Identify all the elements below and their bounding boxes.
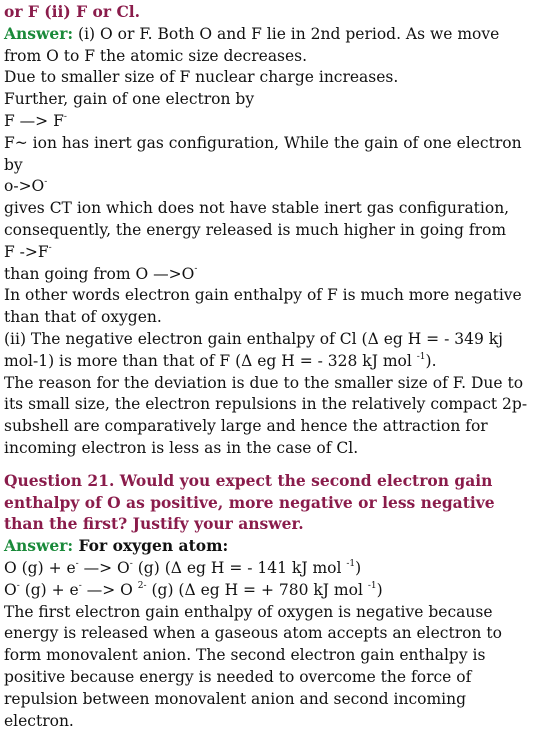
- text-line: Due to smaller size of F nuclear charge increases.: [4, 67, 537, 89]
- equation-line: [4, 558, 537, 580]
- equation-line: [4, 111, 537, 133]
- text-line: Further, gain of one electron by: [4, 89, 537, 111]
- text-line: The reason for the deviation is due to the smaller size of F. Due to: [4, 373, 537, 395]
- superscript: -: [17, 581, 20, 591]
- text-line: form monovalent anion. The second electron gain enthalpy is: [4, 645, 537, 667]
- superscript: -1: [417, 352, 426, 362]
- text-line: gives CT ion which does not have stable inert gas configuration,: [4, 198, 537, 220]
- text-line: energy is released when a gaseous atom accepts an electron to: [4, 623, 537, 645]
- answer-label: Answer:: [4, 24, 73, 43]
- superscript: 2-: [138, 581, 147, 591]
- equation-text: F —> F: [4, 112, 64, 130]
- equation-line: [4, 242, 537, 264]
- text-line: its small size, the electron repulsions in the relatively compact 2p-: [4, 394, 537, 416]
- text-line: incoming electron is less as in the case of Cl.: [4, 438, 537, 460]
- text-line: repulsion between monovalent anion and second incoming: [4, 689, 537, 711]
- text-line: consequently, the energy released is much higher in going from: [4, 220, 537, 242]
- superscript: -: [44, 177, 47, 187]
- answer-line: [4, 23, 537, 46]
- equation-text: O (g) + e: [4, 559, 76, 577]
- answer-text: (i) O or F. Both O and F lie in 2nd period. As we move: [73, 25, 499, 43]
- superscript: -: [64, 112, 67, 122]
- text-line: positive because energy is needed to overcome the force of: [4, 667, 537, 689]
- equation-text: —> O: [79, 559, 130, 577]
- text-line: from O to F the atomic size decreases.: [4, 46, 537, 68]
- superscript: -: [130, 559, 133, 569]
- equation-text: (g) + e: [20, 581, 79, 599]
- equation-text: ): [355, 559, 361, 577]
- equation-text: than going from O —>O: [4, 265, 194, 283]
- text-line: by: [4, 155, 537, 177]
- text-line: than that of oxygen.: [4, 307, 537, 329]
- equation-text: (g) (Δ eg H = + 780 kJ mol: [147, 581, 368, 599]
- answer-line: [4, 535, 537, 558]
- text-segment: mol-1) is more than that of F (Δ eg H = - 328 kJ mol: [4, 352, 417, 370]
- text-line: [4, 351, 537, 373]
- equation-line: [4, 264, 537, 286]
- equation-line: [4, 176, 537, 198]
- superscript: -1: [346, 559, 355, 569]
- text-line: electron.: [4, 711, 537, 732]
- answer-title: For oxygen atom:: [73, 536, 228, 555]
- text-line: subshell are comparatively large and hence the attraction for: [4, 416, 537, 438]
- superscript: -: [194, 264, 197, 274]
- equation-line: [4, 580, 537, 602]
- equation-text: —> O: [82, 581, 138, 599]
- superscript: -: [79, 581, 82, 591]
- text-segment: ).: [426, 352, 437, 370]
- superscript: -: [76, 559, 79, 569]
- question-heading: enthalpy of O as positive, more negative or less negative: [4, 492, 537, 514]
- question-heading: Question 21. Would you expect the second electron gain: [4, 470, 537, 492]
- superscript: -1: [368, 581, 377, 591]
- text-line: (ii) The negative electron gain enthalpy of Cl (Δ eg H = - 349 kj: [4, 329, 537, 351]
- superscript: -: [49, 243, 52, 253]
- equation-text: o->O: [4, 177, 44, 195]
- answer-label: Answer:: [4, 536, 73, 555]
- equation-text: O: [4, 581, 17, 599]
- text-line: F~ ion has inert gas configuration, While the gain of one electron: [4, 133, 537, 155]
- question-heading: than the first? Justify your answer.: [4, 513, 537, 535]
- part-heading: or F (ii) F or Cl.: [4, 1, 537, 23]
- equation-text: F ->F: [4, 243, 49, 261]
- text-line: In other words electron gain enthalpy of F is much more negative: [4, 285, 537, 307]
- equation-text: (g) (Δ eg H = - 141 kJ mol: [133, 559, 347, 577]
- equation-text: ): [377, 581, 383, 599]
- text-line: The first electron gain enthalpy of oxygen is negative because: [4, 602, 537, 624]
